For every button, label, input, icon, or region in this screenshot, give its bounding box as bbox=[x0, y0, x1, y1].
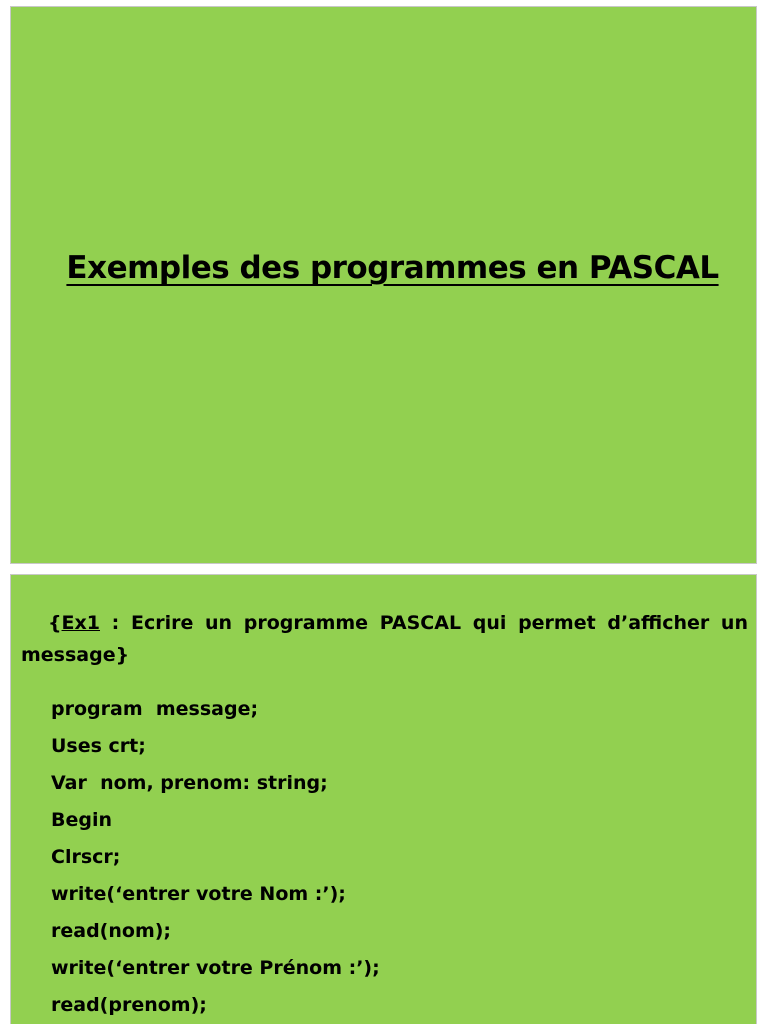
slide-title-page bbox=[10, 6, 757, 564]
code-line: write(‘entrer votre Nom :’); bbox=[51, 883, 346, 905]
code-line: Begin bbox=[51, 809, 113, 831]
code-line: read(prenom); bbox=[51, 994, 207, 1016]
exercise-statement bbox=[21, 607, 748, 671]
code-line: read(nom); bbox=[51, 920, 172, 942]
exercise-label: Ex1 bbox=[61, 612, 100, 634]
code-line: Var nom, prenom: string; bbox=[51, 772, 328, 794]
slide-title: Exemples des programmes en PASCAL bbox=[66, 250, 719, 286]
code-line: Clrscr; bbox=[51, 846, 121, 868]
code-line: write(‘entrer votre Prénom :’); bbox=[51, 957, 380, 979]
brace-open: { bbox=[48, 612, 62, 634]
code-line: program message; bbox=[51, 698, 259, 720]
exercise-text: : Ecrire un programme PASCAL qui permet d’afficher un message} bbox=[21, 612, 748, 666]
slide-example-1 bbox=[10, 574, 757, 1024]
code-line: Uses crt; bbox=[51, 735, 146, 757]
code-listing bbox=[51, 691, 380, 1024]
